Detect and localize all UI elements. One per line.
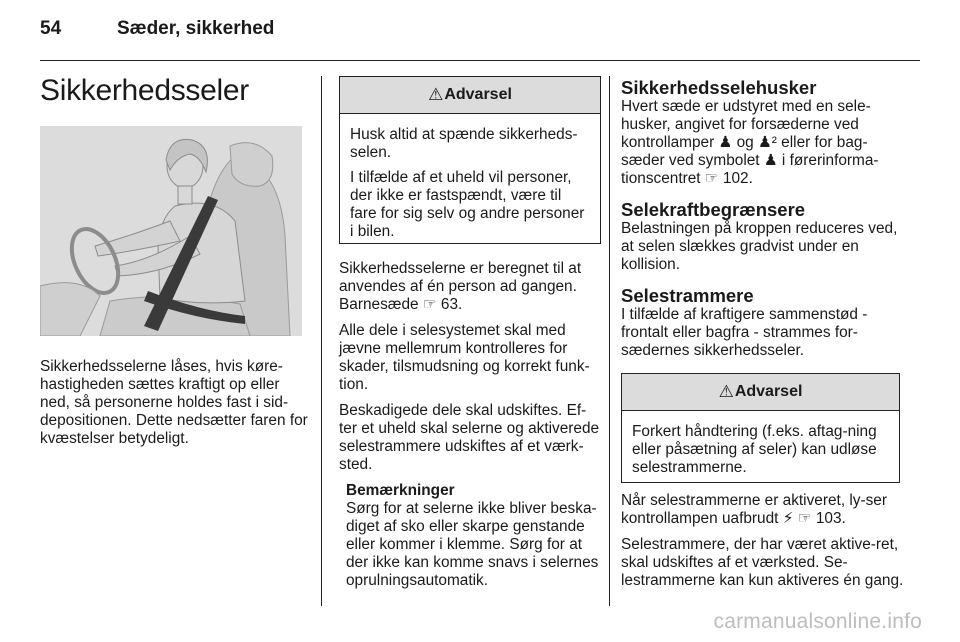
warning-triangle-icon: ⚠ (718, 382, 734, 401)
heading-seatbelt-reminder: Sikkerhedsselehusker (621, 77, 817, 98)
col3-bottom-text (621, 492, 911, 598)
warning-title-2: Advarsel (734, 383, 803, 400)
warning-header-1 (340, 77, 600, 114)
col2-paragraph-3: Beskadigede dele skal udskiftes. Ef-ter et uheld skal selerne og aktiverede selestrammere udskiftes af et værk-sted. (339, 402, 600, 473)
col3-text (621, 78, 911, 372)
col2-paragraph-1: Sikkerhedsselerne er beregnet til at anvendes af én person ad gangen. Barnesæde ☞ 63. (339, 260, 582, 313)
col2-paragraph-2: Alle dele i selesystemet skal med jævne mellemrum kontrolleres for skader, tilsmudsning og korrekt funk-tion. (339, 322, 590, 393)
note-block (339, 482, 604, 590)
warning2-paragraph-1: Forkert håndtering (f.eks. aftag-ning eller påsætning af seler) kan udløse selestrammerne. (632, 423, 877, 476)
column-divider-2 (609, 76, 610, 606)
col1-paragraph: Sikkerhedsselerne låses, hvis køre-hastigheden sættes kraftigt op eller ned, så personerne holdes fast i sid-depositionen. Dette nedsætter faren for kvæstelser betydeligt. (40, 358, 308, 447)
col3-paragraph-4: Når selestrammerne er aktiveret, ly-ser kontrollampen uafbrudt ⚡ ☞ 103. (621, 492, 887, 527)
col3-paragraph-3: I tilfælde af kraftigere sammenstød - frontalt eller bagfra - strammes for-sædernes sikkerhedsseler. (621, 306, 868, 359)
warning1-paragraph-2: I tilfælde af et uheld vil personer, der ikke er fastspændt, være til fare for sig selv og andre personer i bilen. (350, 169, 585, 240)
note-title: Bemærkninger (346, 482, 455, 499)
warning1-paragraph-1: Husk altid at spænde sikkerheds-selen. (350, 126, 578, 161)
seatbelt-illustration (40, 126, 302, 336)
warning-box-2 (621, 373, 900, 483)
col3-paragraph-5: Selestrammere, der har været aktive-ret, skal udskiftes af et værksted. Se-lestrammerne kan kun aktiveres én gang. (621, 536, 904, 589)
column-divider-1 (321, 76, 322, 606)
col2-text (339, 260, 604, 590)
heading-pretensioners: Selestrammere (621, 285, 754, 306)
watermark: carmanualsonline.info (713, 610, 922, 633)
note-text: Sørg for at selerne ikke bliver beska-diget af sko eller skarpe genstande eller kommer i klemme. Sørg for at der ikke kan komme snavs i selernes oprulningsautomatik. (346, 500, 599, 589)
col3-paragraph-2: Belastningen på kroppen reduceres ved, at selen slækkes gradvist under en kollision. (621, 220, 898, 273)
warning-box-1 (339, 76, 601, 244)
section-title: Sikkerhedsseler (40, 74, 249, 107)
warning-title-1: Advarsel (444, 86, 512, 103)
warning-triangle-icon: ⚠ (428, 85, 444, 104)
header-divider (40, 60, 920, 61)
warning-header-2 (622, 374, 899, 411)
heading-load-limiters: Selekraftbegrænsere (621, 199, 806, 220)
col3-paragraph-1: Hvert sæde er udstyret med en sele-husker, angivet for forsæderne ved kontrollamper ♟ og ♟² eller for bag-sæder ved symbolet ♟ i førerinforma-tionscentret ☞ 102. (621, 98, 879, 187)
chapter-title: Sæder, sikkerhed (117, 18, 275, 39)
page-number: 54 (40, 18, 62, 39)
